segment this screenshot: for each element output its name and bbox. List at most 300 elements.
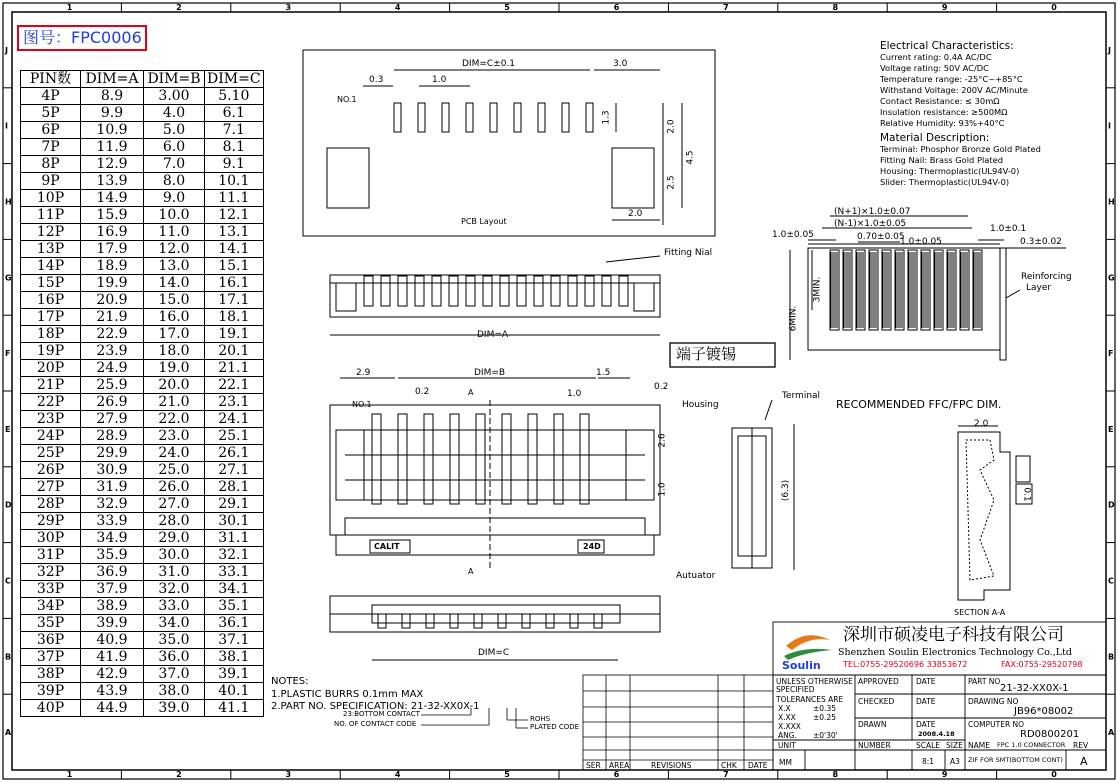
bottom-terminal [450,614,458,628]
layer-label: Layer [1026,283,1052,293]
pcb-pad [538,103,545,132]
pin-table-header: PIN数 [21,71,81,88]
pin-table-cell: 11P [21,207,81,224]
pin-table-cell: 17.1 [205,292,264,309]
electrical-characteristics [880,41,1041,188]
pin-table-cell: 7.0 [144,156,205,173]
pin-table-cell: 8.0 [144,173,205,190]
figure-number: 图号：FPC0006 [17,25,147,51]
pin-table-row [21,224,264,241]
tb-checked: CHECKED [858,697,895,706]
terminal-tin-label: 端子镀锡 [676,345,737,363]
zone-column-label: 1 [66,3,73,12]
ffc-dim-1-0-01: 1.0±0.1 [990,224,1027,234]
terminal-label: Terminal [782,391,821,401]
tb-date1: DATE [916,677,936,686]
pcb-pad-right [612,148,654,208]
pin-table-cell: 25.1 [205,428,264,445]
pin-table-row [21,581,264,598]
pin-table-cell: 14.0 [144,275,205,292]
pin-table-row [21,530,264,547]
pin-table-row [21,479,264,496]
bottom-terminal [594,614,602,628]
calit-text: CALIT [374,542,400,551]
pin-table-cell: 37P [21,649,81,666]
pin-table-row [21,615,264,632]
pin-table-cell: 10.0 [144,207,205,224]
pin-table-row [21,649,264,666]
bottom-terminal [378,614,386,628]
material-line: Slider: Thermoplastic(UL94V-0) [880,177,1010,187]
pin-table-row [21,207,264,224]
pin-table-cell: 21.0 [144,394,205,411]
pin-table-cell: 15P [21,275,81,292]
revision-table-header: SER [586,761,601,770]
ffc-dim-1-0-05: 1.0±0.05 [772,230,814,240]
zone-row-label: E [5,424,11,434]
zone-column-label: 1 [66,770,73,779]
pin-table-cell: 18P [21,326,81,343]
zone-row-label: G [1108,273,1115,283]
pin-table-row [21,513,264,530]
pin-table-cell: 36.9 [81,564,144,581]
pin-table-cell: 13P [21,241,81,258]
pin-table-cell: 14.9 [81,190,144,207]
pin-table-cell: 34.1 [205,581,264,598]
pin-table-cell: 12.0 [144,241,205,258]
pin-table-row [21,377,264,394]
top-slot [364,276,373,306]
pcb-pad [514,103,521,132]
pin-table-cell: 19P [21,343,81,360]
revision-table-header: CHK [721,761,737,770]
pin-table-cell: 10.9 [81,122,144,139]
pin-table-cell: 6.0 [144,139,205,156]
pin-table-row [21,547,264,564]
fitting-nail-label: Fitting Nial [664,248,713,258]
pin-table-cell: 30.9 [81,462,144,479]
pin-table-cell: 28P [21,496,81,513]
zone-column-label: 2 [176,770,182,779]
pin-table-cell: 36.1 [205,615,264,632]
electrical-line: Insulation resistance: ≥500MΩ [880,107,1008,117]
pin-table-cell: 31.1 [205,530,264,547]
pin-table-row [21,139,264,156]
pin-table-row [21,564,264,581]
pin-table-row [21,683,264,700]
pin-table-cell: 11.9 [81,139,144,156]
ffc-dim-1-0-05b: 1.0±0.05 [900,237,942,247]
pin-table-header: DIM=B [144,71,205,88]
pcb-dim-c: DIM=C±0.1 [462,59,516,69]
zone-row-label: D [5,500,12,510]
pcb-no1: NO.1 [337,95,357,104]
note-rohs: ROHS [530,715,551,723]
pin-table-cell: 13.9 [81,173,144,190]
company-logo-text: Soulin [782,659,821,672]
zone-column-label: 9 [941,3,948,12]
pin-table-cell: 24.0 [144,445,205,462]
top-slot [466,276,475,306]
pin-table-cell: 4P [21,88,81,105]
pin-table-cell: 29.9 [81,445,144,462]
note-1: 1.PLASTIC BURRS 0.1mm MAX [271,689,424,700]
revision-table-header: AREA [609,761,630,770]
tb-unit: UNIT [778,741,796,750]
zone-column-label: 8 [832,770,839,779]
pin-table-row [21,241,264,258]
pin-table-cell: 41.9 [81,649,144,666]
front-dim-1-0-v: 1.0 [657,482,668,497]
mark-24d-text: 24D [583,542,601,551]
tb-date2: DATE [916,697,936,706]
section-a-a [958,426,1032,600]
pin-table-cell: 38.0 [144,683,205,700]
pin-table-cell: 29P [21,513,81,530]
pin-table-cell: 39.1 [205,666,264,683]
zone-column-label: 4 [394,770,401,779]
pin-table-cell: 30.0 [144,547,205,564]
pin-table-cell: 40.1 [205,683,264,700]
pin-table-cell: 38.1 [205,649,264,666]
pin-table-cell: 35.0 [144,632,205,649]
pin-table-cell: 39.9 [81,615,144,632]
zone-row-label: C [5,576,11,586]
pin-table-cell: 23P [21,411,81,428]
pin-table-cell: 36.0 [144,649,205,666]
pin-table-cell: 32P [21,564,81,581]
tb-unless: UNLESS OTHERWISE SPECIFIED [776,677,853,694]
note-2: 2.PART NO. SPECIFICATION: 21-32-XX0X-1 [271,701,480,712]
tb-scale: SCALE [916,741,941,750]
pin-table-cell: 20.0 [144,377,205,394]
top-slot [398,276,407,306]
pin-table-cell: 16.0 [144,309,205,326]
tb-computer-no-label: COMPUTER NO [968,720,1025,729]
top-slot [517,276,526,306]
ffc-min6: 6MIN. [788,305,799,332]
pin-table-cell: 17.9 [81,241,144,258]
top-dim-a: DIM=A [477,330,509,340]
pin-table-cell: 19.9 [81,275,144,292]
top-view [330,256,660,335]
zone-row-label: F [5,349,11,359]
tb-txx: X.XX [778,713,796,722]
pin-table-row [21,275,264,292]
pin-table-cell: 28.0 [144,513,205,530]
note-no-contact: NO. OF CONTACT CODE [334,720,417,728]
pin-table-cell: 17P [21,309,81,326]
pin-table-row [21,445,264,462]
pin-table-cell: 34.9 [81,530,144,547]
tb-number: NUMBER [858,741,891,750]
pin-table-cell: 20.9 [81,292,144,309]
zone-column-label: 3 [285,3,292,12]
pin-table-cell: 43.9 [81,683,144,700]
reinforcing-label: Reinforcing [1021,272,1072,282]
pin-table-cell: 26P [21,462,81,479]
pin-table-cell: 12.1 [205,207,264,224]
pcb-signal-pads [394,103,593,132]
pin-table-cell: 9P [21,173,81,190]
pin-table-cell: 18.0 [144,343,205,360]
pin-table-cell: 25.0 [144,462,205,479]
pin-table-cell: 39.0 [144,700,205,717]
bottom-terminal [402,614,410,628]
pcb-pad [442,103,449,132]
pin-table-cell: 39P [21,683,81,700]
pcb-pad [562,103,569,132]
front-terminal [580,414,589,504]
ffc-dim-n-plus-1: (N+1)×1.0±0.07 [834,207,911,217]
zone-column-label: 6 [613,770,620,779]
pin-table-cell: 29.0 [144,530,205,547]
pcb-pad [466,103,473,132]
zone-column-label: 0 [1051,770,1057,779]
pin-table-cell: 34.0 [144,615,205,632]
zone-row-label: G [5,273,12,283]
pin-table-cell: 21.1 [205,360,264,377]
ffc-dim-0-3-02: 0.3±0.02 [1020,237,1062,247]
pin-table-cell: 18.1 [205,309,264,326]
pcb-dim-1-0: 1.0 [432,75,447,85]
pin-table-cell: 36P [21,632,81,649]
pcb-dim-2-0-v: 2.0 [666,119,677,134]
pin-table-cell: 35.1 [205,598,264,615]
tb-rev: REV [1073,741,1089,750]
front-dim-2-6: 2.6 [657,433,668,448]
pin-table-cell: 12.9 [81,156,144,173]
zone-column-label: 4 [394,3,401,12]
tb-name-v2: ZIF FOR SMT(BOTTOM CONT) [968,756,1063,764]
pin-table-cell: 7.1 [205,122,264,139]
front-terminal [554,414,563,504]
pin-table-cell: 6.1 [205,105,264,122]
pin-table-row [21,258,264,275]
section-a-bottom: A [468,567,474,576]
tb-name-v1: FPC 1.0 CONNECTOR [997,741,1066,749]
pcb-layout-view [303,50,715,236]
tb-name-label: NAME [968,741,990,750]
pin-table-cell: 40P [21,700,81,717]
company-tel: TEL:0755-29520696 33853672 [843,660,968,669]
bottom-terminal [474,614,482,628]
pin-table-cell: 22.9 [81,326,144,343]
tb-drawn-date: 2008.4.18 [918,730,955,738]
zone-column-label: 8 [832,3,839,12]
autuator-label: Autuator [676,571,716,581]
front-dim-b: DIM=B [474,368,506,378]
pin-table-cell: 37.0 [144,666,205,683]
pin-table-cell: 22.1 [205,377,264,394]
pin-table-cell: 26.1 [205,445,264,462]
pin-table-cell: 44.9 [81,700,144,717]
pin-table-row [21,394,264,411]
pin-table-cell: 27.9 [81,411,144,428]
front-terminal [502,414,511,504]
electrical-line: Temperature range: -25°C~+85°C [880,74,1023,84]
front-terminal [424,414,433,504]
pin-table-cell: 3.00 [144,88,205,105]
tb-rev-v: A [1080,755,1088,768]
tb-part-no: 21-32-XX0X-1 [1000,683,1069,694]
tb-computer-no: RD0800201 [1020,729,1080,740]
tb-size: SIZE [946,741,963,750]
front-terminal [450,414,459,504]
tb-drawing-no-label: DRAWING NO [968,697,1019,706]
zone-row-label: A [1108,728,1115,738]
pin-table-cell: 31.9 [81,479,144,496]
pin-table-row [21,632,264,649]
pin-table-cell: 23.0 [144,428,205,445]
top-slot [483,276,492,306]
pin-table-cell: 35P [21,615,81,632]
pin-table-cell: 16.9 [81,224,144,241]
pin-table-header: DIM=A [81,71,144,88]
pin-table-cell: 19.1 [205,326,264,343]
pcb-pad [394,103,401,132]
tb-ang-v: ±0'30' [813,731,838,740]
top-slot [415,276,424,306]
pin-table-cell: 10P [21,190,81,207]
zone-row-label: J [1108,45,1111,55]
pin-table-cell: 31P [21,547,81,564]
pin-table-cell: 5.0 [144,122,205,139]
pin-table-cell: 15.0 [144,292,205,309]
zone-row-label: I [5,121,8,131]
tb-ang: ANG. [778,731,797,740]
pin-table-cell: 25.9 [81,377,144,394]
pin-table-row [21,598,264,615]
top-slot [619,276,628,306]
section-a-top: A [468,388,474,397]
pin-table-cell: 25P [21,445,81,462]
pin-table-row [21,496,264,513]
front-dim-0-2a: 0.2 [415,387,430,397]
top-slot [381,276,390,306]
pin-table-cell: 7P [21,139,81,156]
pin-table-cell: 41.1 [205,700,264,717]
pin-table-cell: 23.9 [81,343,144,360]
material-line: Fitting Nail: Brass Gold Plated [880,155,1003,165]
pin-table-cell: 26.9 [81,394,144,411]
tb-txxx: X.XXX [778,722,801,731]
pin-table-header: DIM=C [205,71,264,88]
pin-table-row [21,411,264,428]
pin-table-cell: 33P [21,581,81,598]
bottom-terminal [498,614,506,628]
top-slot [551,276,560,306]
pin-table-row [21,462,264,479]
tb-unit-v: MM [779,758,792,767]
zone-row-label: E [1108,424,1114,434]
top-slot [585,276,594,306]
ffc-dim-n-minus-1: (N-1)×1.0±0.05 [834,219,907,229]
company-name-en: Shenzhen Soulin Electronics Technology Co.,Ltd [838,647,1072,658]
pin-table-cell: 9.9 [81,105,144,122]
pin-table-cell: 10.1 [205,173,264,190]
material-line: Housing: Thermoplastic(UL94V-0) [880,166,1020,176]
pin-table-row [21,88,264,105]
revision-table [583,675,773,770]
pin-table-cell: 37.1 [205,632,264,649]
revision-table-header: DATE [748,761,768,770]
pin-table-cell: 37.9 [81,581,144,598]
pin-table-cell: 15.1 [205,258,264,275]
tb-txx-v: ±0.25 [813,713,836,722]
zone-column-label: 0 [1051,3,1057,12]
zone-row-label: F [1108,349,1114,359]
pin-table-cell: 33.9 [81,513,144,530]
zone-row-label: A [5,728,12,738]
pin-table-cell: 20P [21,360,81,377]
pin-table-row [21,122,264,139]
pin-table-row [21,292,264,309]
front-terminal [398,414,407,504]
zone-column-label: 6 [613,3,620,12]
zone-column-label: 7 [723,770,729,779]
pin-table-cell: 38P [21,666,81,683]
bottom-terminal [546,614,554,628]
electrical-line: Contact Resistance: ≤ 30mΩ [880,96,1000,106]
section-dim-2-0: 2.0 [974,419,989,429]
pin-table-cell: 27P [21,479,81,496]
pin-table-cell: 5.10 [205,88,264,105]
pcb-pad [490,103,497,132]
pin-table-cell: 26.0 [144,479,205,496]
electrical-title: Electrical Characteristics: [880,40,1014,52]
pin-table-cell: 33.1 [205,564,264,581]
tb-tx: X.X [778,704,791,713]
revision-table-header: REVISIONS [651,761,692,770]
pin-table-row [21,309,264,326]
electrical-line: Current rating: 0.4A AC/DC [880,52,992,62]
pin-table-cell: 12P [21,224,81,241]
pin-table-cell: 27.1 [205,462,264,479]
electrical-line: Voltage rating: 50V AC/DC [880,63,989,73]
zone-row-label: J [5,45,8,55]
pin-table-cell: 13.0 [144,258,205,275]
pin-table-cell: 19.0 [144,360,205,377]
zone-row-label: H [5,197,12,207]
pin-table-cell: 16P [21,292,81,309]
pin-table-cell: 8.1 [205,139,264,156]
zone-row-label: I [1108,121,1111,131]
pin-table-cell: 8.9 [81,88,144,105]
zone-row-label: H [1108,197,1115,207]
front-no1: NO.1 [352,400,372,409]
pin-table-cell: 6P [21,122,81,139]
tb-date3: DATE [916,720,936,729]
pin-dimension-table [20,70,264,717]
pcb-dim-2-0-h: 2.0 [628,209,643,219]
pcb-dim-0-3: 0.3 [369,75,384,85]
pcb-layout-title: PCB Layout [461,217,507,226]
soulin-logo-icon [784,635,832,660]
front-dim-1-0: 1.0 [567,389,582,399]
top-slot [602,276,611,306]
pcb-pad [586,103,593,132]
company-fax: FAX:0755-29520798 [1001,660,1083,669]
ffc-dim-0-70: 0.70±0.05 [857,232,905,242]
pin-table-cell: 42.9 [81,666,144,683]
pin-table-cell: 22P [21,394,81,411]
pin-table-cell: 24P [21,428,81,445]
zone-column-label: 5 [504,3,510,12]
pin-table-cell: 31.0 [144,564,205,581]
material-title: Material Description: [880,132,990,144]
zone-column-label: 7 [723,3,729,12]
